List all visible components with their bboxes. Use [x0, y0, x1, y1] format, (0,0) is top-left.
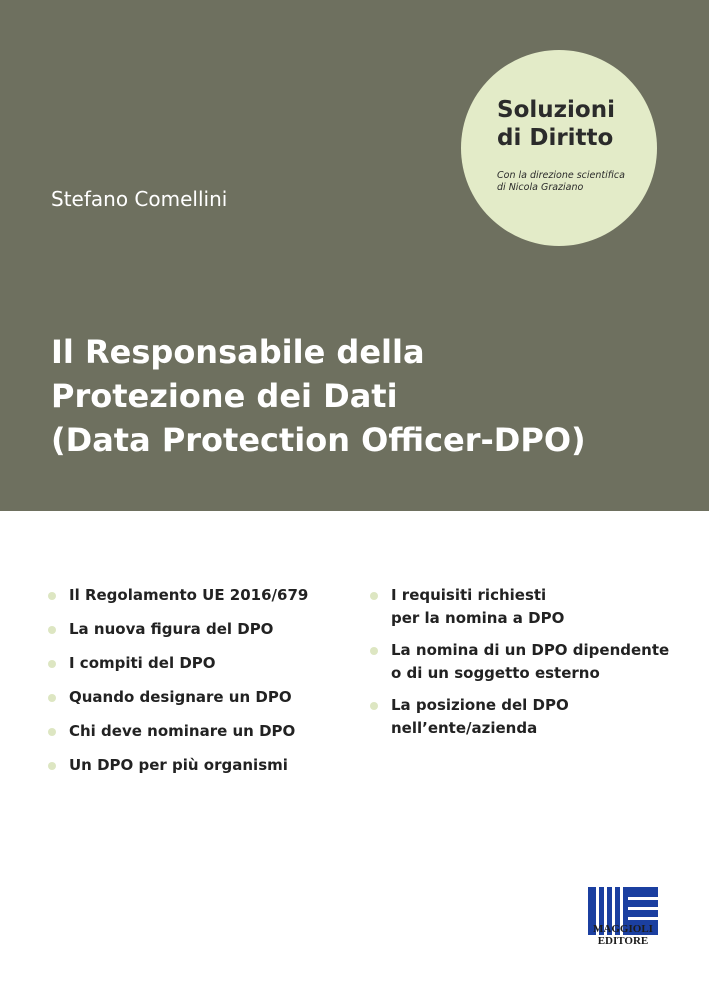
topic-label: Un DPO per più organismi	[69, 756, 288, 774]
topic-label: I requisiti richiesti per la nomina a DPO	[391, 586, 565, 627]
publisher-name: MAGGIOLI EDITORE	[593, 923, 653, 947]
topic-item	[48, 754, 348, 777]
topics-list-right	[370, 584, 690, 749]
bullet-dot-icon	[370, 647, 378, 655]
series-badge	[461, 50, 657, 246]
topic-item	[48, 720, 348, 743]
publisher-logo	[588, 887, 658, 949]
series-title: Soluzioni di Diritto	[497, 97, 615, 151]
topic-label: Quando designare un DPO	[69, 688, 292, 706]
series-subtitle: Con la direzione scientifica di Nicola Graziano	[497, 170, 625, 193]
topics-list-left	[48, 584, 348, 788]
bullet-dot-icon	[370, 592, 378, 600]
bullet-dot-icon	[48, 762, 56, 770]
topic-item	[370, 584, 690, 630]
topic-item	[48, 584, 348, 607]
bullet-dot-icon	[48, 592, 56, 600]
topic-label: I compiti del DPO	[69, 654, 216, 672]
bullet-dot-icon	[48, 626, 56, 634]
topic-item	[370, 694, 690, 740]
topic-item	[48, 652, 348, 675]
book-title: Il Responsabile della Protezione dei Dati (Data Protection Officer-DPO)	[51, 333, 586, 459]
topic-label: La nuova figura del DPO	[69, 620, 274, 638]
bullet-dot-icon	[48, 728, 56, 736]
bullet-dot-icon	[48, 660, 56, 668]
topic-label: La posizione del DPO nell’ente/azienda	[391, 696, 569, 737]
topic-item	[370, 639, 690, 685]
topic-label: Il Regolamento UE 2016/679	[69, 586, 309, 604]
author-name: Stefano Comellini	[51, 187, 228, 211]
bullet-dot-icon	[48, 694, 56, 702]
topic-item	[48, 618, 348, 641]
topic-label: La nomina di un DPO dipendente o di un soggetto esterno	[391, 641, 670, 682]
topic-label: Chi deve nominare un DPO	[69, 722, 296, 740]
bullet-dot-icon	[370, 702, 378, 710]
topic-item	[48, 686, 348, 709]
